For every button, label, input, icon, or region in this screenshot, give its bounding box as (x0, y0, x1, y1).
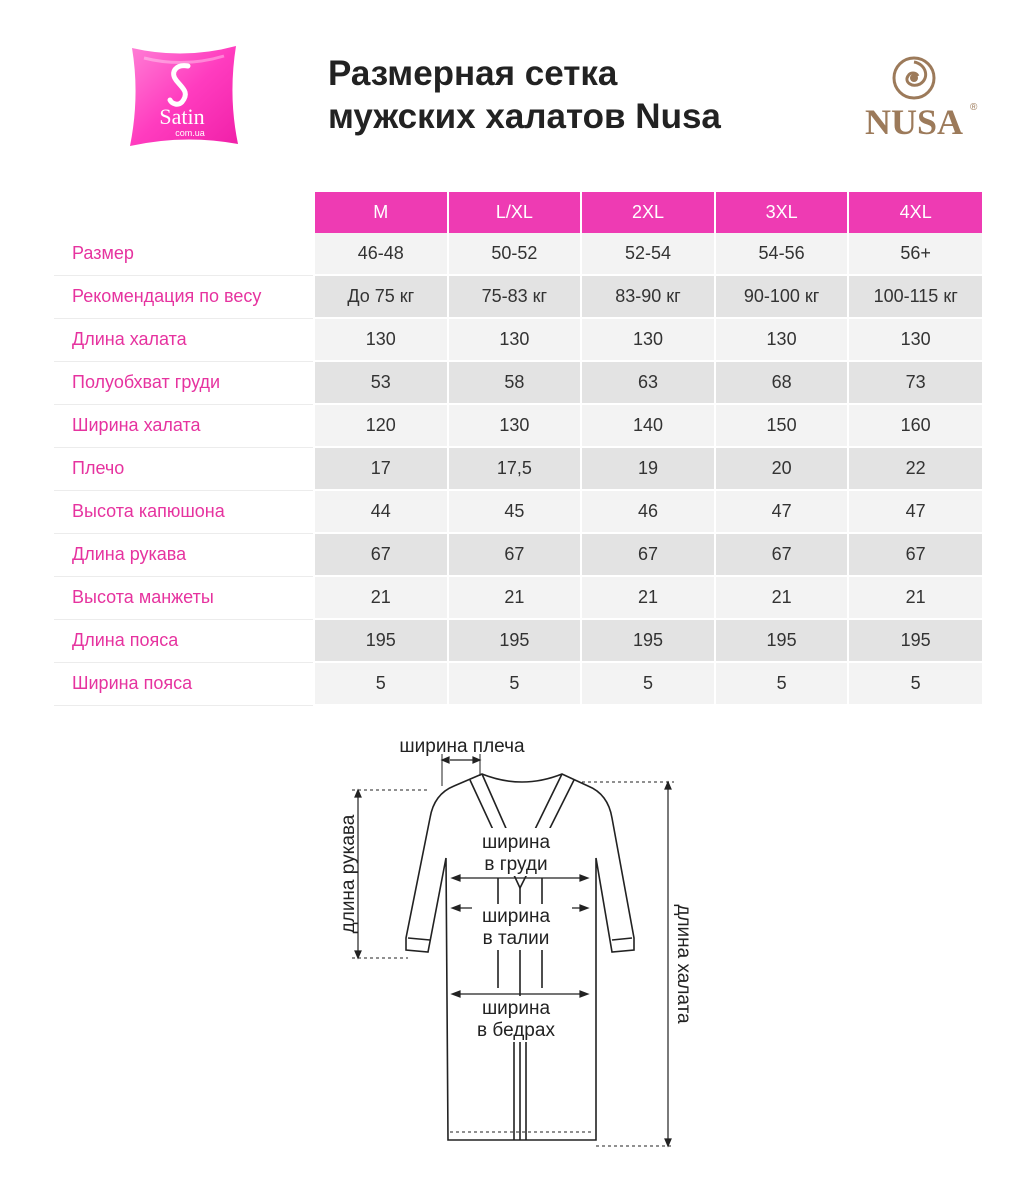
size-value-cell: 90-100 кг (715, 275, 849, 318)
table-row (54, 318, 982, 361)
size-value-cell: 54-56 (715, 233, 849, 275)
size-value-cell: 195 (581, 619, 715, 662)
size-value-cell: 130 (314, 318, 448, 361)
size-value-cell: 195 (848, 619, 982, 662)
size-value-cell: 22 (848, 447, 982, 490)
label-waist-1: ширина (481, 906, 551, 927)
size-value-cell: 73 (848, 361, 982, 404)
size-value-cell: 130 (448, 404, 582, 447)
table-row (54, 662, 982, 705)
size-value-cell: 21 (314, 576, 448, 619)
size-header: 3XL (715, 192, 849, 233)
size-header: 2XL (581, 192, 715, 233)
label-chest-2: в груди (484, 854, 548, 875)
size-value-cell: 83-90 кг (581, 275, 715, 318)
size-value-cell: 5 (314, 662, 448, 705)
table-corner (54, 192, 314, 233)
satin-logo-text: Satin (159, 104, 205, 129)
row-label: Полуобхват груди (54, 361, 314, 404)
size-value-cell: 21 (448, 576, 582, 619)
label-shoulder-width: ширина плеча (399, 736, 525, 757)
row-label: Высота капюшона (54, 490, 314, 533)
table-row (54, 233, 982, 275)
size-value-cell: 52-54 (581, 233, 715, 275)
size-value-cell: 20 (715, 447, 849, 490)
row-label: Рекомендация по весу (54, 275, 314, 318)
size-value-cell: 45 (448, 490, 582, 533)
size-value-cell: 56+ (848, 233, 982, 275)
size-value-cell: 75-83 кг (448, 275, 582, 318)
size-value-cell: 47 (715, 490, 849, 533)
table-row (54, 490, 982, 533)
size-header: M (314, 192, 448, 233)
size-value-cell: До 75 кг (314, 275, 448, 318)
size-table (54, 192, 982, 706)
size-value-cell: 17 (314, 447, 448, 490)
size-value-cell: 63 (581, 361, 715, 404)
label-chest-1: ширина (481, 832, 551, 853)
size-value-cell: 67 (448, 533, 582, 576)
size-value-cell: 53 (314, 361, 448, 404)
size-value-cell: 130 (715, 318, 849, 361)
size-value-cell: 100-115 кг (848, 275, 982, 318)
row-label: Плечо (54, 447, 314, 490)
size-value-cell: 130 (848, 318, 982, 361)
size-value-cell: 5 (848, 662, 982, 705)
label-robe-length: длина халата (673, 904, 694, 1024)
row-label: Длина пояса (54, 619, 314, 662)
size-value-cell: 120 (314, 404, 448, 447)
row-label: Ширина халата (54, 404, 314, 447)
size-value-cell: 46-48 (314, 233, 448, 275)
size-value-cell: 5 (448, 662, 582, 705)
label-sleeve-length: длина рукава (338, 814, 359, 934)
size-value-cell: 130 (581, 318, 715, 361)
label-hips-2: в бедрах (477, 1020, 555, 1041)
size-value-cell: 67 (581, 533, 715, 576)
table-row (54, 275, 982, 318)
label-waist-2: в талии (482, 928, 550, 949)
row-label: Размер (54, 233, 314, 275)
size-value-cell: 195 (715, 619, 849, 662)
size-value-cell: 5 (581, 662, 715, 705)
size-value-cell: 160 (848, 404, 982, 447)
page-title-line2: мужских халатов Nusa (328, 97, 721, 136)
size-value-cell: 140 (581, 404, 715, 447)
table-row (54, 576, 982, 619)
size-value-cell: 67 (848, 533, 982, 576)
size-value-cell: 21 (848, 576, 982, 619)
size-value-cell: 68 (715, 361, 849, 404)
label-hips-1: ширина (481, 998, 551, 1019)
nusa-logo (852, 54, 980, 146)
size-header: L/XL (448, 192, 582, 233)
table-row (54, 619, 982, 662)
page-title (328, 52, 721, 138)
table-row (54, 447, 982, 490)
size-value-cell: 50-52 (448, 233, 582, 275)
size-value-cell: 195 (314, 619, 448, 662)
size-header: 4XL (848, 192, 982, 233)
size-header-row (54, 192, 982, 233)
size-value-cell: 150 (715, 404, 849, 447)
table-row (54, 404, 982, 447)
size-value-cell: 130 (448, 318, 582, 361)
table-row (54, 533, 982, 576)
table-row (54, 361, 982, 404)
size-value-cell: 21 (715, 576, 849, 619)
nusa-logo-text: NUSA (864, 102, 964, 142)
size-value-cell: 44 (314, 490, 448, 533)
page-title-line1: Размерная сетка (328, 54, 618, 93)
nusa-logo-mark: ® (970, 102, 978, 113)
size-value-cell: 46 (581, 490, 715, 533)
size-value-cell: 5 (715, 662, 849, 705)
size-value-cell: 47 (848, 490, 982, 533)
size-value-cell: 19 (581, 447, 715, 490)
size-value-cell: 58 (448, 361, 582, 404)
satin-logo-sub: com.ua (175, 128, 205, 138)
satin-logo (124, 42, 244, 150)
row-label: Высота манжеты (54, 576, 314, 619)
size-value-cell: 67 (314, 533, 448, 576)
row-label: Длина халата (54, 318, 314, 361)
size-value-cell: 21 (581, 576, 715, 619)
size-value-cell: 67 (715, 533, 849, 576)
size-value-cell: 17,5 (448, 447, 582, 490)
size-value-cell: 195 (448, 619, 582, 662)
row-label: Ширина пояса (54, 662, 314, 705)
row-label: Длина рукава (54, 533, 314, 576)
robe-diagram (330, 728, 710, 1158)
